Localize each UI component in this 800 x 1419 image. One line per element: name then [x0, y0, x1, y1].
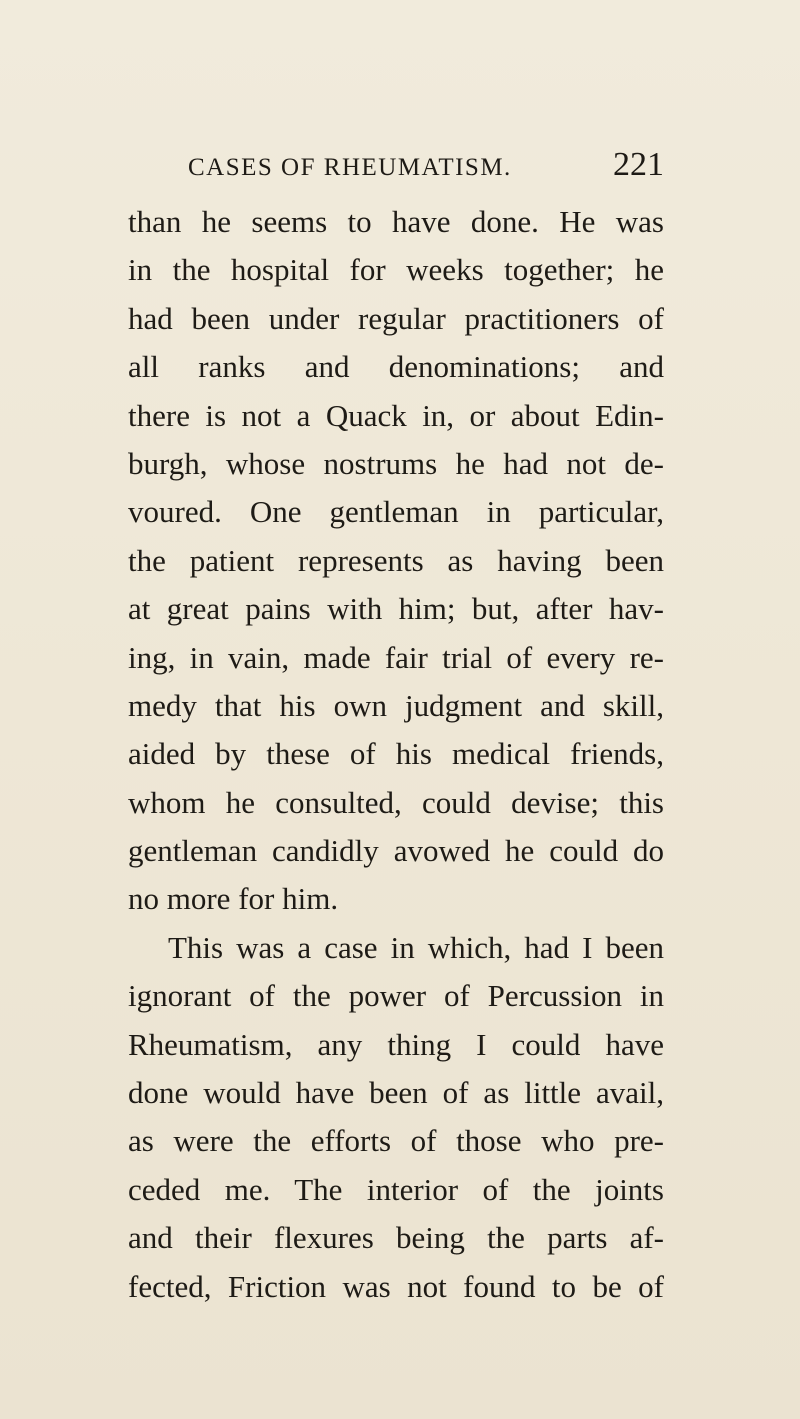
text-line: ing, in vain, made fair trial of every re- [128, 639, 664, 675]
page-number: 221 [613, 146, 664, 183]
text-line: all ranks and denominations; and [128, 349, 664, 385]
text-line: aided by these of his medical friends, [128, 736, 664, 772]
text-line: at great pains with him; but, after hav- [128, 591, 664, 627]
text-line: than he seems to have done. He was [128, 204, 664, 239]
running-head [128, 148, 664, 188]
text-line: Rheumatism, any thing I could have [128, 1026, 664, 1062]
text-line: fected, Friction was not found to be of [128, 1268, 664, 1304]
text-line: no more for him. [128, 881, 339, 917]
paragraph-start-line: This was a case in which, had I been [168, 929, 664, 965]
text-line: medy that his own judgment and skill, [128, 687, 664, 723]
text-line: as were the efforts of those who pre- [128, 1123, 664, 1159]
text-line: done would have been of as little avail, [128, 1075, 664, 1111]
text-line: ceded me. The interior of the joints [128, 1171, 664, 1207]
text-line: and their flexures being the parts af- [128, 1220, 664, 1256]
text-line: ignorant of the power of Percussion in [128, 978, 664, 1014]
text-line: burgh, whose nostrums he had not de- [128, 445, 664, 481]
running-title: CASES OF RHEUMATISM. [188, 154, 512, 181]
text-line: in the hospital for weeks together; he [128, 252, 664, 288]
text-line: gentleman candidly avowed he could do [128, 833, 664, 869]
text-line: whom he consulted, could devise; this [128, 784, 664, 820]
body-text [128, 198, 664, 1311]
text-line: there is not a Quack in, or about Edin- [128, 397, 664, 433]
text-line: voured. One gentleman in particular, [128, 494, 664, 530]
text-line: the patient represents as having been [128, 542, 664, 578]
text-line: had been under regular practitioners of [128, 300, 664, 336]
